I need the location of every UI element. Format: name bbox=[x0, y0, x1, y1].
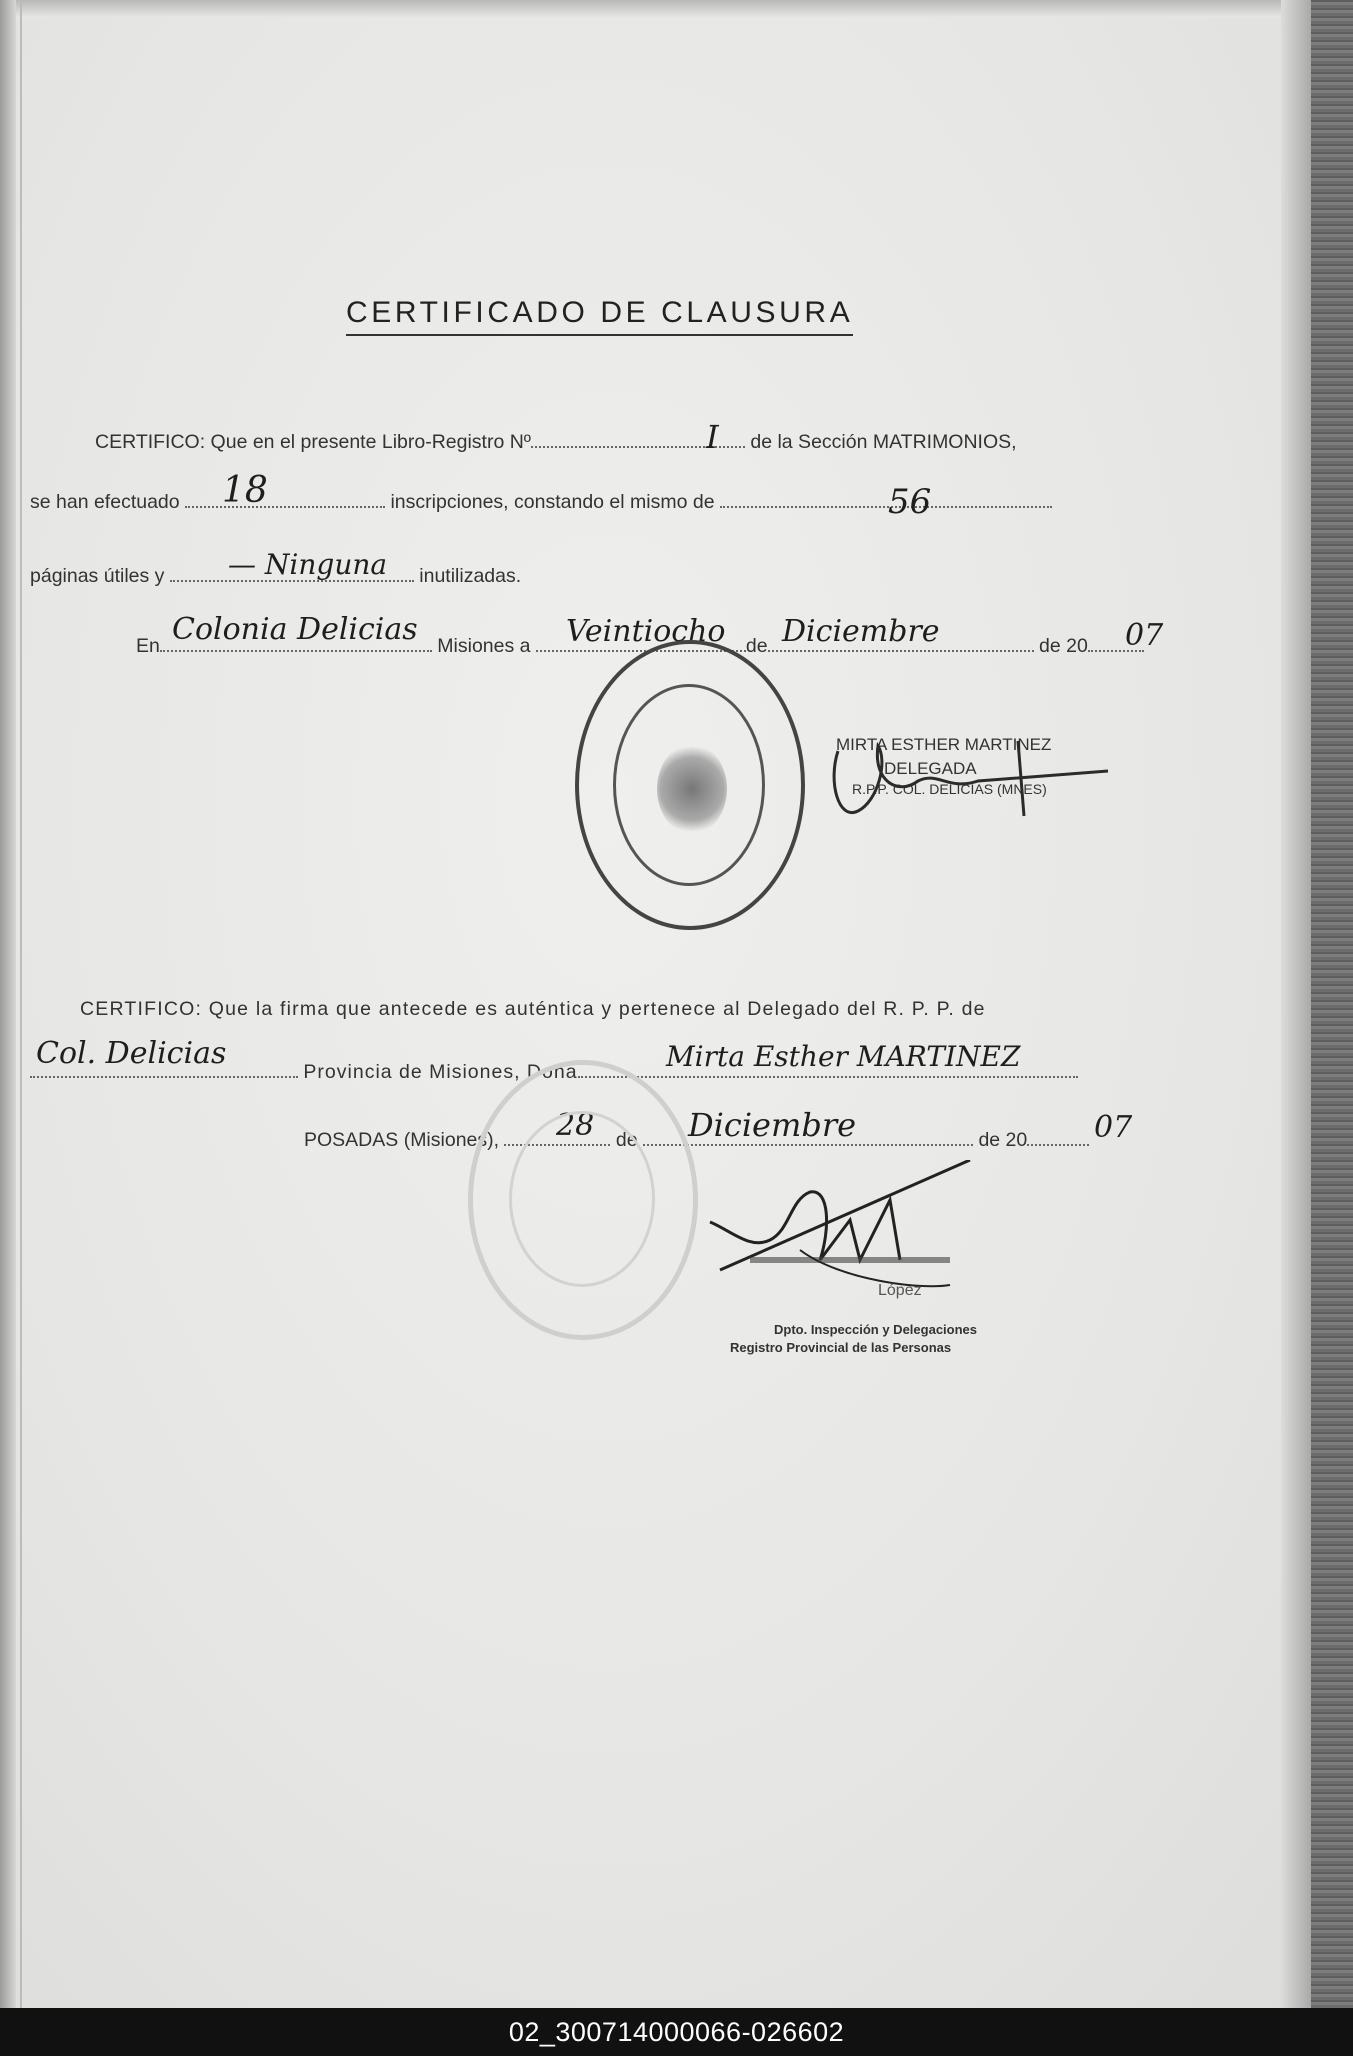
pages-handwritten: 56 bbox=[888, 482, 932, 522]
delegate-stamp-block bbox=[836, 735, 1086, 825]
official-stamp-line2: Dpto. Inspección y Delegaciones bbox=[774, 1322, 977, 1337]
p2-line1: CERTIFICO: Que la firma que antecede es auténtica y pertenece al Delegado del R. P. P. de bbox=[80, 998, 986, 1020]
month-handwritten: Diciembre bbox=[782, 614, 940, 649]
place-en: En bbox=[136, 635, 160, 657]
posadas-year-handwritten: 07 bbox=[1094, 1110, 1133, 1145]
certificate-title: CERTIFICADO DE CLAUSURA bbox=[346, 296, 853, 336]
place-handwritten: Colonia Delicias bbox=[172, 612, 418, 647]
delegate-stamp-role: DELEGADA bbox=[884, 759, 977, 778]
p1-certifico: CERTIFICO: Que en el presente Libro-Registro Nº bbox=[95, 431, 531, 453]
delegate-stamp-name: MIRTA ESTHER MARTINEZ bbox=[836, 735, 1052, 754]
year-handwritten: 07 bbox=[1125, 618, 1164, 653]
posadas-year-dots bbox=[1027, 1126, 1089, 1146]
pages-dots bbox=[720, 488, 1052, 508]
faint-seal-stamp bbox=[468, 1060, 698, 1340]
official-signature-block bbox=[690, 1160, 1010, 1380]
faint-seal-inner-ring bbox=[509, 1111, 655, 1287]
book-number-handwritten: I bbox=[706, 418, 719, 456]
inscriptions-dots bbox=[185, 488, 385, 508]
page-right-shadow bbox=[1281, 0, 1311, 2008]
official-stamp-line3: Registro Provincial de las Personas bbox=[730, 1340, 952, 1355]
p2-province: Provincia de Misiones, Doña bbox=[303, 1061, 578, 1083]
posadas-month-handwritten: Diciembre bbox=[688, 1106, 857, 1144]
official-seal-stamp bbox=[575, 640, 805, 930]
posadas-de2: de 20 bbox=[978, 1129, 1028, 1151]
scan-id-footer: 02_300714000066-026602 bbox=[0, 2008, 1353, 2056]
official-seal-emblem bbox=[657, 744, 727, 834]
page-left-edge bbox=[0, 0, 16, 2008]
official-signature-image bbox=[690, 1160, 1010, 1300]
locality-handwritten: Col. Delicias bbox=[36, 1036, 227, 1071]
posadas-day-handwritten: 28 bbox=[556, 1108, 595, 1143]
posadas-city: POSADAS (Misiones), bbox=[304, 1129, 500, 1151]
delegate-signature-image bbox=[828, 721, 1128, 831]
delegate-stamp-office: R.P.P. COL. DELICIAS (MNES) bbox=[852, 781, 1047, 797]
place-misiones: Misiones a bbox=[437, 635, 531, 657]
page-left-line bbox=[20, 0, 22, 2008]
page-right-edge bbox=[1311, 0, 1353, 2008]
inscriptions-handwritten: 18 bbox=[222, 470, 268, 511]
p1-useful-pages: páginas útiles y bbox=[30, 565, 165, 587]
page-top-edge bbox=[0, 0, 1353, 18]
posadas-de1: de bbox=[615, 1129, 638, 1151]
p1-inscriptions-text: inscripciones, constando el mismo de bbox=[390, 491, 715, 513]
place-de1: de bbox=[745, 635, 768, 657]
p1-section: de la Sección MATRIMONIOS, bbox=[750, 431, 1017, 453]
place-de2: de 20 bbox=[1039, 635, 1088, 657]
official-stamp-line1: López bbox=[878, 1282, 922, 1299]
person-handwritten: Mirta Esther MARTINEZ bbox=[666, 1040, 1021, 1073]
p1-inutilizadas: inutilizadas. bbox=[419, 565, 522, 587]
p1-line1 bbox=[95, 428, 1017, 454]
p1-efectuado: se han efectuado bbox=[30, 491, 180, 513]
unused-handwritten: — Ninguna bbox=[228, 548, 388, 581]
day-handwritten: Veintiocho bbox=[566, 614, 726, 649]
